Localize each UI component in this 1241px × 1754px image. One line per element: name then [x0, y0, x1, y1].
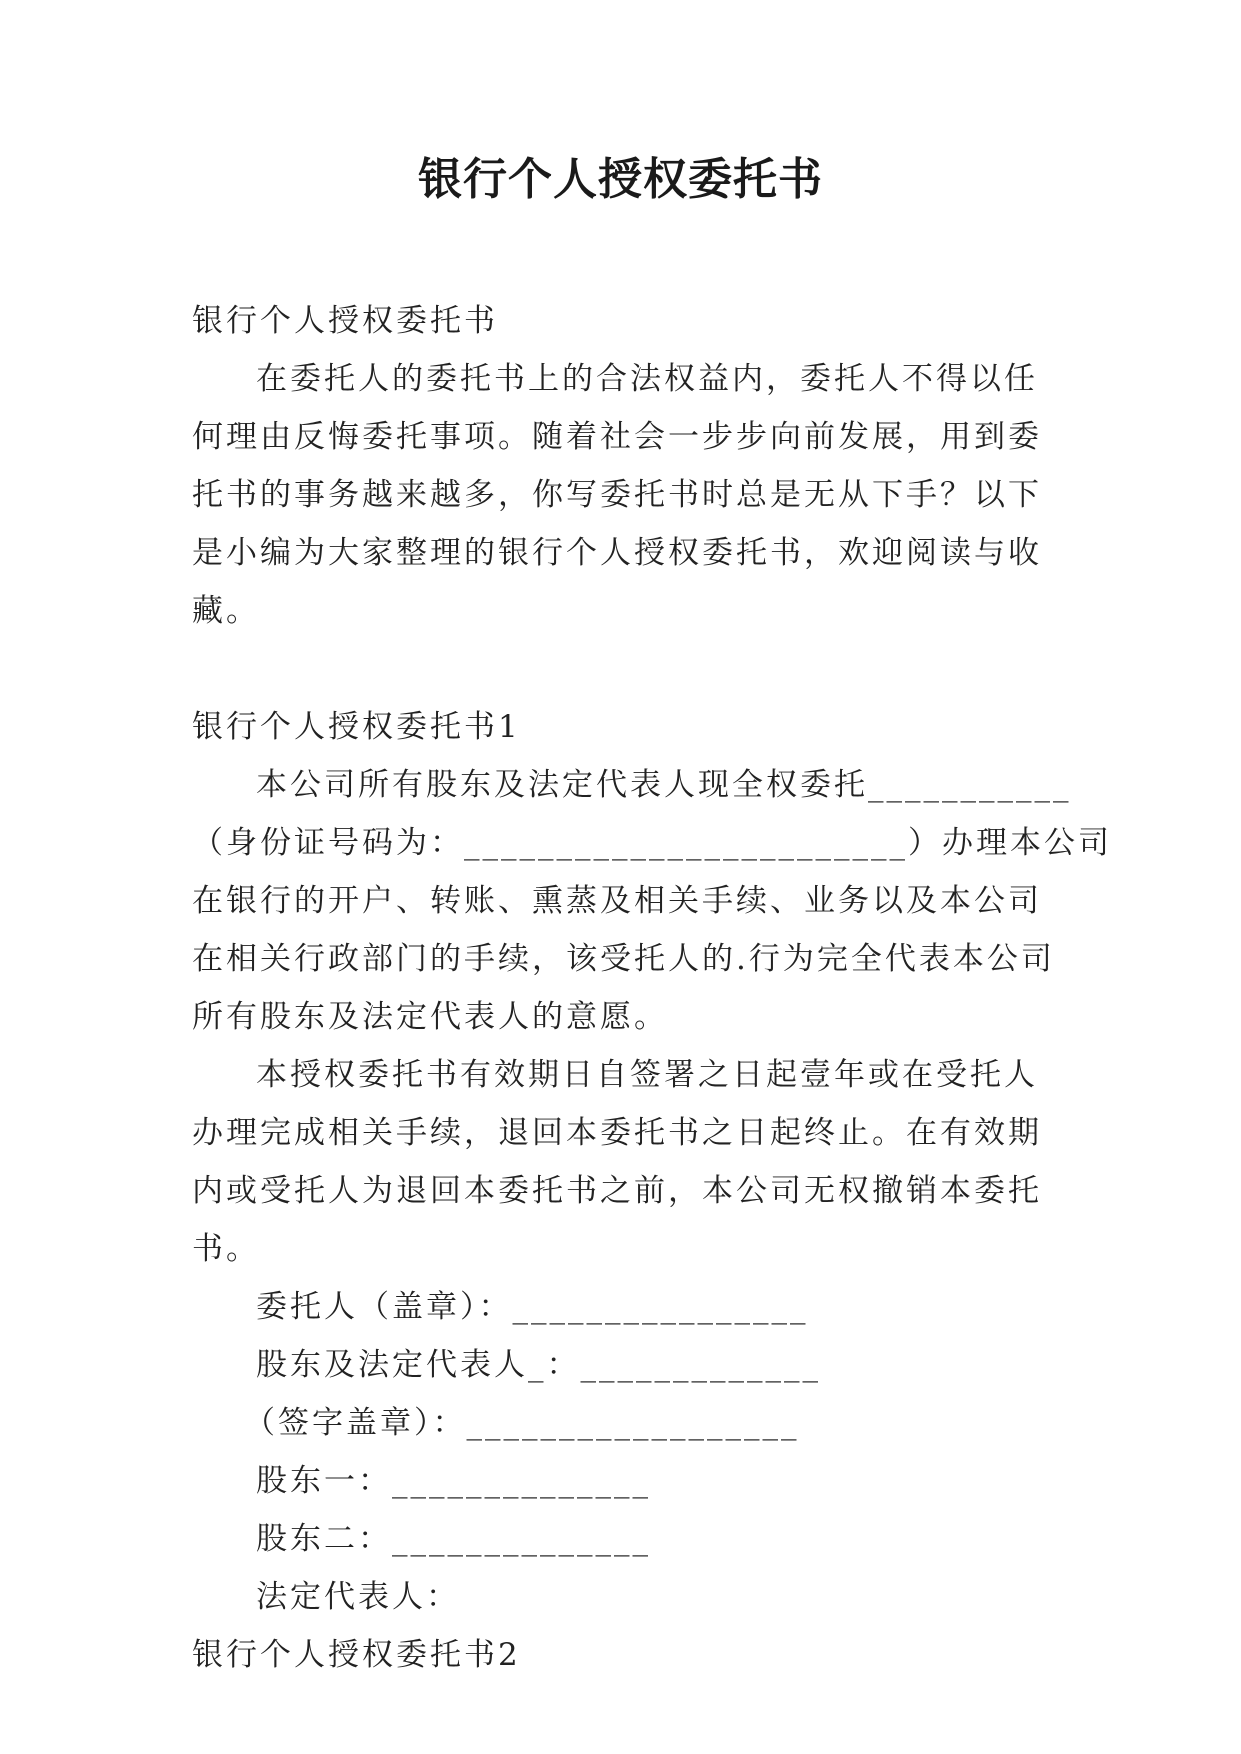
section1-heading: 银行个人授权委托书1	[192, 709, 521, 745]
signature-shareholder-1: 股东一：______________	[256, 1463, 651, 1499]
intro-paragraph: 在委托人的委托书上的合法权益内，委托人不得以任何理由反悔委托事项。随着社会一步步向前发展，用到委托书的事务越来越多，你写委托书时总是无从下手？以下是小编为大家整理的银行个人授权委托书，欢迎阅读与收藏。	[192, 361, 1042, 629]
section1-paragraph2: 本授权委托书有效期日自签署之日起壹年或在受托人办理完成相关手续，退回本委托书之日起终止。在有效期内或受托人为退回本委托书之前，本公司无权撤销本委托书。	[192, 1057, 1042, 1267]
section1-paragraph1-line2: （身份证号码为：________________________）办理本公司	[192, 825, 1112, 861]
signature-shareholder-2: 股东二：______________	[256, 1521, 651, 1557]
document-title: 银行个人授权委托书	[418, 154, 823, 205]
section1-paragraph1-line1: 本公司所有股东及法定代表人现全权委托___________	[256, 767, 1072, 803]
signature-entrustor: 委托人（盖章）：________________	[256, 1289, 809, 1325]
signature-sign-seal: （签字盖章）：__________________	[244, 1405, 800, 1441]
document-body	[192, 292, 1112, 1684]
section-gap	[192, 640, 1062, 698]
signature-legal-rep: 法定代表人：	[256, 1579, 460, 1615]
section1-paragraph1-rest: 在银行的开户、转账、熏蒸及相关手续、业务以及本公司在相关行政部门的手续，该受托人的.行为完全代表本公司所有股东及法定代表人的意愿。	[192, 883, 1055, 1035]
signature-shareholders-rep: 股东及法定代表人_：_____________	[256, 1347, 821, 1383]
section2-heading: 银行个人授权委托书2	[192, 1637, 521, 1673]
intro-heading: 银行个人授权委托书	[192, 303, 498, 339]
